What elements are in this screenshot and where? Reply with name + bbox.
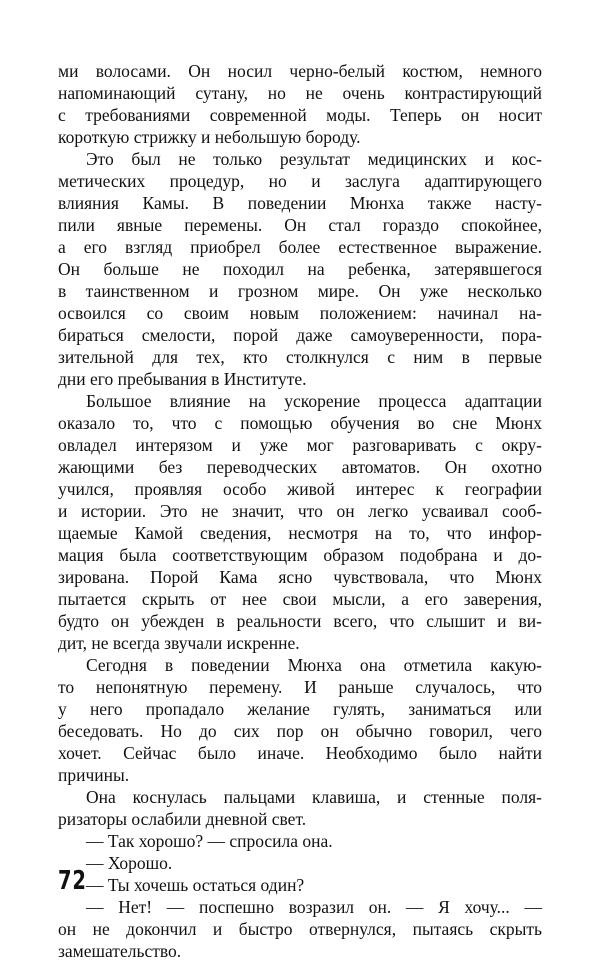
- text-line: пили явные перемены. Он стал гораздо спокойнее,: [58, 215, 542, 235]
- text-line: хочет. Сейчас было иначе. Необходимо было найти: [58, 743, 542, 763]
- text-line: причины.: [58, 765, 130, 785]
- text-line: влияния Камы. В поведении Мюнха также насту-: [58, 193, 542, 213]
- paragraph: [58, 852, 542, 874]
- text-line: у него пропадало желание гулять, заниматься или: [58, 699, 542, 719]
- text-line: освоился со своим новым положением: начинал на-: [58, 303, 542, 323]
- text-line: зительной для тех, кто столкнулся с ним в первые: [58, 347, 542, 367]
- paragraph: [58, 786, 542, 830]
- text-line: овладел интерязом и уже мог разговаривать с окру-: [58, 435, 542, 455]
- text-line: жающими без переводческих автоматов. Он охотно: [58, 457, 542, 477]
- text-line: то непонятную перемену. И раньше случалось, что: [58, 677, 542, 697]
- text-line: с требованиями современной моды. Теперь он носит: [58, 105, 542, 125]
- text-line: Большое влияние на ускорение процесса адаптации: [86, 391, 542, 411]
- text-line: замешательство.: [58, 941, 182, 961]
- text-line: будто он убежден в реальности всего, что слышит и ви-: [58, 611, 542, 631]
- text-line: и истории. Это не значит, что он легко усваивал сооб-: [58, 501, 542, 521]
- text-line: оказало то, что с помощью обучения во сне Мюнх: [58, 413, 542, 433]
- text-line: дни его пребывания в Институте.: [58, 369, 307, 389]
- paragraph: [58, 390, 542, 654]
- text-line: ризаторы ослабили дневной свет.: [58, 809, 307, 829]
- text-line: беседовать. Но до сих пор он обычно говорил, чего: [58, 721, 542, 741]
- page-number: 72: [58, 866, 87, 896]
- text-line: — Нет! — поспешно возразил он. — Я хочу... —: [86, 897, 542, 917]
- text-line: бираться смелости, порой даже самоуверенности, пора-: [58, 325, 542, 345]
- text-line: он не докончил и быстро отвернулся, пытаясь скрыть: [58, 919, 542, 939]
- paragraph: [58, 148, 542, 390]
- text-line: метических процедур, но и заслуга адаптирующего: [58, 171, 542, 191]
- paragraph: [58, 60, 542, 148]
- text-line: — Хорошо.: [86, 853, 173, 873]
- text-line: Сегодня в поведении Мюнха она отметила какую-: [86, 655, 542, 675]
- paragraph: [58, 874, 542, 896]
- page-text: [58, 60, 542, 962]
- text-line: учился, проявляя особо живой интерес к географии: [58, 479, 542, 499]
- text-line: мация была соответствующим образом подобрана и до-: [58, 545, 542, 565]
- text-line: в таинственном и грозном мире. Он уже несколько: [58, 281, 542, 301]
- text-line: Он больше не походил на ребенка, затерявшегося: [58, 259, 542, 279]
- paragraph: [58, 896, 542, 962]
- text-line: дит, не всегда звучали искренне.: [58, 633, 300, 653]
- paragraph: [58, 654, 542, 786]
- text-line: а его взгляд приобрел более естественное выражение.: [58, 237, 542, 257]
- text-line: напоминающий сутану, но не очень контрастирующий: [58, 83, 542, 103]
- text-line: пытается скрыть от нее свои мысли, а его заверения,: [58, 589, 542, 609]
- text-line: — Так хорошо? — спросила она.: [86, 831, 333, 851]
- paragraph: [58, 830, 542, 852]
- text-line: короткую стрижку и небольшую бороду.: [58, 127, 361, 147]
- text-line: ми волосами. Он носил черно-белый костюм, немного: [58, 61, 542, 81]
- text-line: Она коснулась пальцами клавиша, и стенные поля-: [86, 787, 542, 807]
- text-line: Это был не только результат медицинских и кос-: [86, 149, 542, 169]
- text-line: — Ты хочешь остаться один?: [86, 875, 305, 895]
- text-line: зирована. Порой Кама ясно чувствовала, что Мюнх: [58, 567, 542, 587]
- text-line: щаемые Камой сведения, несмотря на то, что инфор-: [58, 523, 542, 543]
